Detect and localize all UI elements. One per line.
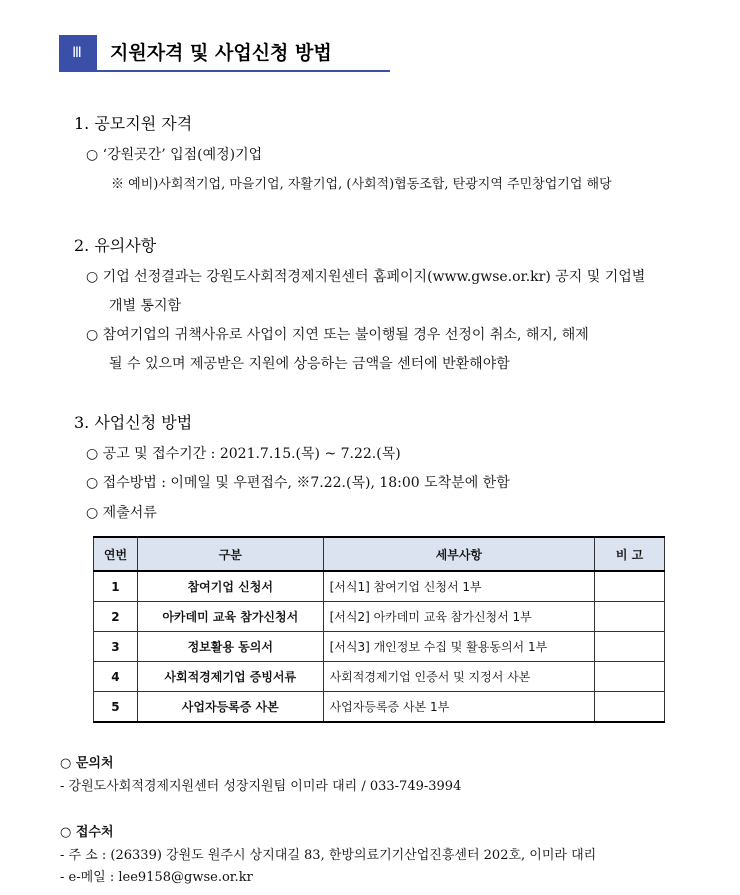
header-underline [59,70,390,72]
contact-line: - 강원도사회적경제지원센터 성장지원팀 이미라 대리 / 033-749-3994 [60,779,462,794]
table-cell-no: 4 [94,662,138,692]
table-cell-no: 2 [94,602,138,632]
reception-email[interactable]: - e-메일 : lee9158@gwse.or.kr [60,870,253,885]
section3-heading: 3. 사업신청 방법 [74,413,193,432]
table-cell-category: 사회적경제기업 증빙서류 [137,662,323,692]
table-cell-details: [서식1] 참여기업 신청서 1부 [323,571,594,602]
section1-item: ○ ‘강원곳간’ 입점(예정)기업 [86,147,263,163]
section1-heading: 1. 공모지원 자격 [74,114,193,133]
section-title: 지원자격 및 사업신청 방법 [110,42,332,64]
table-header-category: 구분 [137,537,323,571]
table-row [94,571,665,602]
table-header-details: 세부사항 [323,537,594,571]
table-cell-details: [서식2] 아카데미 교육 참가신청서 1부 [323,602,594,632]
table-cell-category: 사업자등록증 사본 [137,692,323,723]
table-cell-no: 1 [94,571,138,602]
table-row [94,692,665,723]
section3-item-documents: ○ 제출서류 [86,505,157,521]
table-cell-remarks [595,692,665,723]
table-row [94,662,665,692]
table-cell-remarks [595,632,665,662]
table-cell-category: 아카데미 교육 참가신청서 [137,602,323,632]
documents-table [93,536,665,723]
section3-item-period: ○ 공고 및 접수기간 : 2021.7.15.(목) ~ 7.22.(목) [86,446,401,462]
table-cell-remarks [595,662,665,692]
table-cell-category: 참여기업 신청서 [137,571,323,602]
section-number-badge: Ⅲ [59,35,95,70]
section2-item2-line2: 될 수 있으며 제공받은 지원에 상응하는 금액을 센터에 반환해야함 [109,356,510,372]
table-header-no: 연번 [94,537,138,571]
table-cell-no: 3 [94,632,138,662]
table-cell-no: 5 [94,692,138,723]
section3-item-method: ○ 접수방법 : 이메일 및 우편접수, ※7.22.(목), 18:00 도착분에 한함 [86,475,510,491]
section2-heading: 2. 유의사항 [74,236,157,255]
table-cell-remarks [595,602,665,632]
header-divider [95,35,97,71]
table-row [94,632,665,662]
table-header-remarks: 비 고 [595,537,665,571]
contact-heading: ○ 문의처 [60,756,114,771]
section2-item1-line2: 개별 통지함 [109,298,182,314]
table-cell-category: 정보활용 동의서 [137,632,323,662]
table-cell-details: [서식3] 개인정보 수집 및 활용동의서 1부 [323,632,594,662]
table-cell-details: 사회적경제기업 인증서 및 지정서 사본 [323,662,594,692]
reception-heading: ○ 접수처 [60,825,114,840]
table-cell-details: 사업자등록증 사본 1부 [323,692,594,723]
section2-item2-line1: ○ 참여기업의 귀책사유로 사업이 지연 또는 불이행될 경우 선정이 취소, 해지, 해제 [86,327,589,343]
table-cell-remarks [595,571,665,602]
section1-note: ※ 예비)사회적기업, 마을기업, 자활기업, (사회적)협동조합, 탄광지역 주민창업기업 해당 [111,177,612,192]
table-row [94,602,665,632]
reception-address: - 주 소 : (26339) 강원도 원주시 상지대길 83, 한방의료기기산업진흥센터 202호, 이미라 대리 [60,848,597,863]
section2-item1-line1: ○ 기업 선정결과는 강원도사회적경제지원센터 홈페이지(www.gwse.or.kr) 공지 및 기업별 [86,269,646,285]
table-header-row [94,537,665,571]
